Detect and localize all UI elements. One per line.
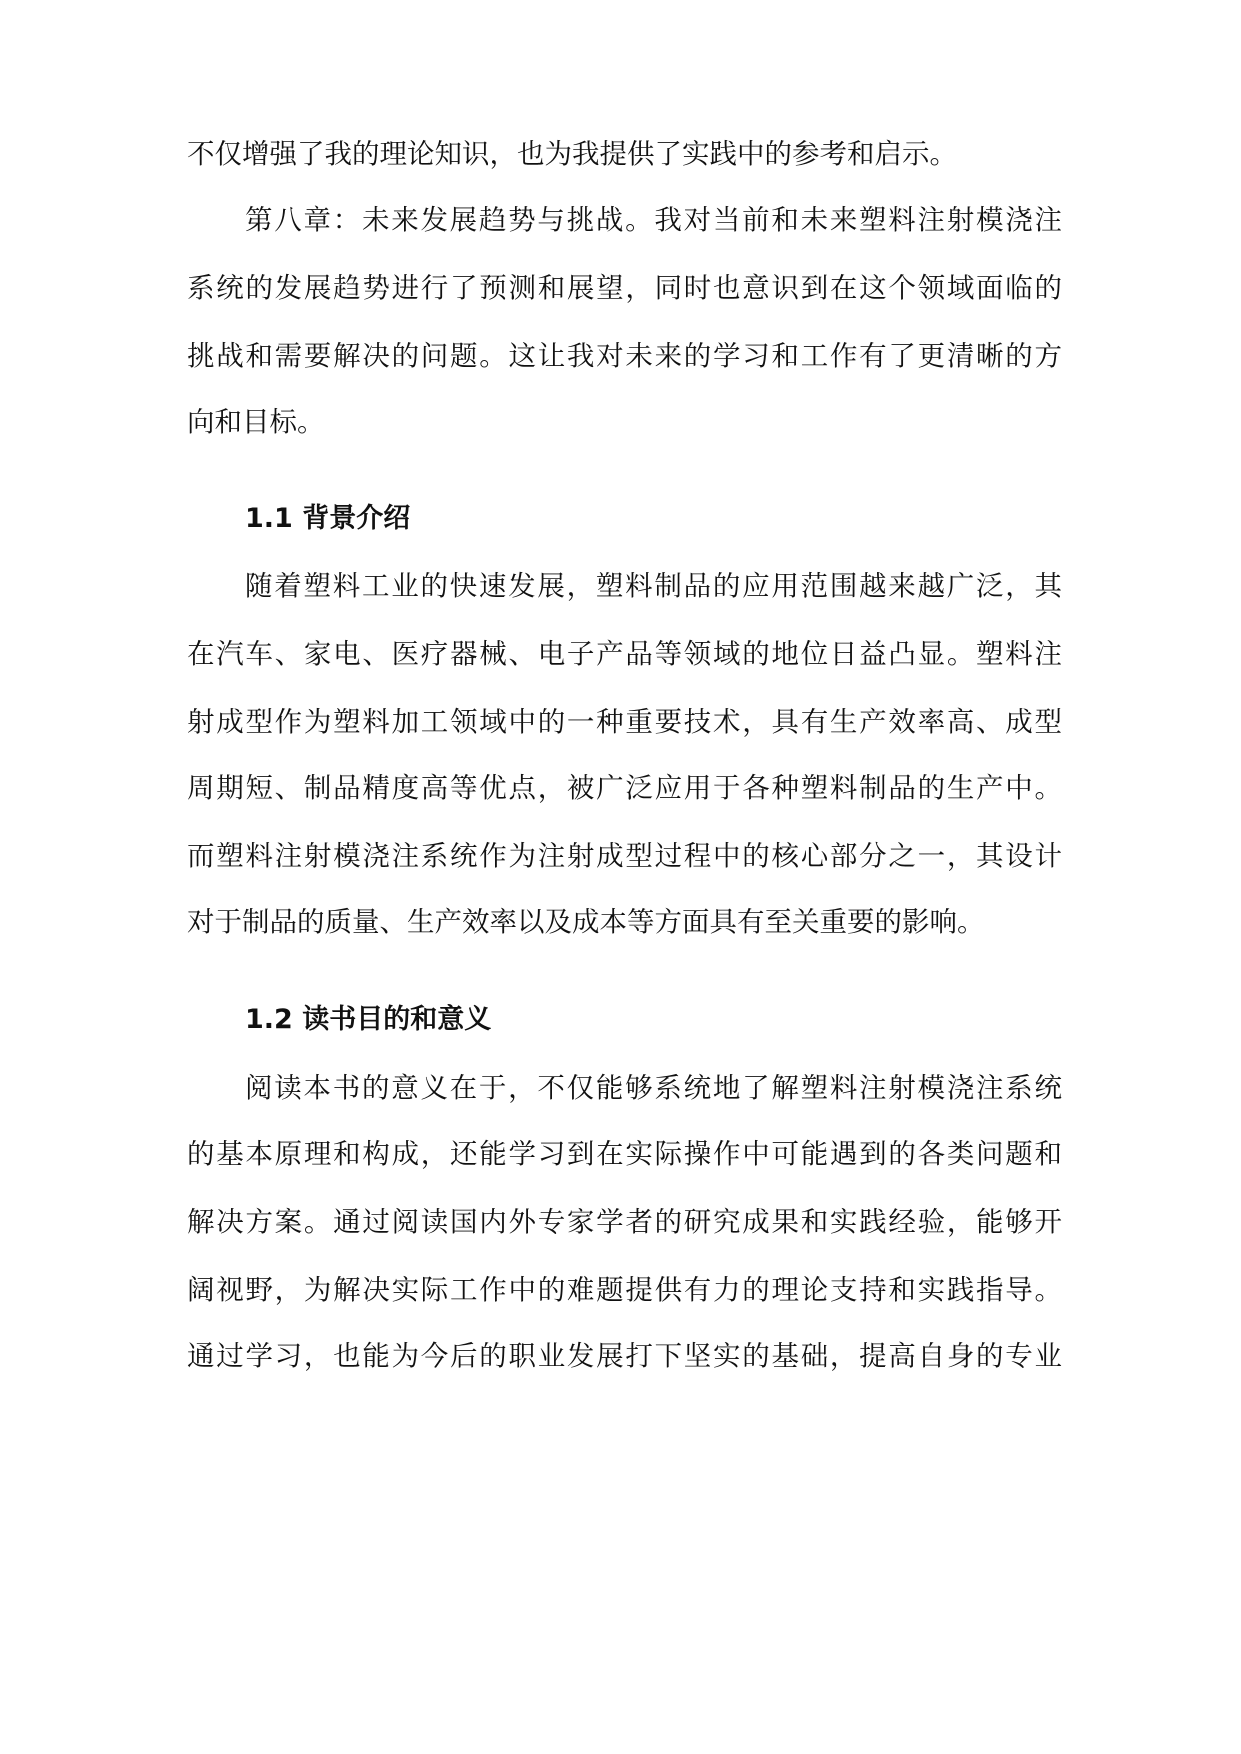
paragraph-line: 系统的发展趋势进行了预测和展望，同时也意识到在这个领域面临的 [187, 272, 1062, 304]
paragraph-line: 的基本原理和构成，还能学习到在实际操作中可能遇到的各类问题和 [187, 1138, 1062, 1170]
paragraph-line: 对于制品的质量、生产效率以及成本等方面具有至关重要的影响。 [187, 906, 985, 938]
paragraph-line: 挑战和需要解决的问题。这让我对未来的学习和工作有了更清晰的方 [187, 340, 1062, 372]
paragraph-line: 向和目标。 [187, 406, 325, 438]
paragraph-line: 不仅增强了我的理论知识，也为我提供了实践中的参考和启示。 [187, 138, 957, 170]
paragraph-line: 周期短、制品精度高等优点，被广泛应用于各种塑料制品的生产中。 [187, 772, 1062, 804]
section-heading-1-1: 1.1 背景介绍 [245, 503, 411, 534]
paragraph-line: 随着塑料工业的快速发展，塑料制品的应用范围越来越广泛，其 [245, 570, 1062, 602]
paragraph-line: 而塑料注射模浇注系统作为注射成型过程中的核心部分之一，其设计 [187, 840, 1062, 872]
paragraph-line: 通过学习，也能为今后的职业发展打下坚实的基础，提高自身的专业 [187, 1340, 1062, 1372]
paragraph-line: 在汽车、家电、医疗器械、电子产品等领域的地位日益凸显。塑料注 [187, 638, 1062, 670]
paragraph-line: 解决方案。通过阅读国内外专家学者的研究成果和实践经验，能够开 [187, 1206, 1062, 1238]
section-heading-1-2: 1.2 读书目的和意义 [245, 1004, 492, 1035]
paragraph-line: 阔视野，为解决实际工作中的难题提供有力的理论支持和实践指导。 [187, 1274, 1062, 1306]
paragraph-line: 第八章：未来发展趋势与挑战。我对当前和未来塑料注射模浇注 [245, 204, 1062, 236]
paragraph-line: 射成型作为塑料加工领域中的一种重要技术，具有生产效率高、成型 [187, 706, 1062, 738]
paragraph-line: 阅读本书的意义在于，不仅能够系统地了解塑料注射模浇注系统 [245, 1072, 1062, 1104]
